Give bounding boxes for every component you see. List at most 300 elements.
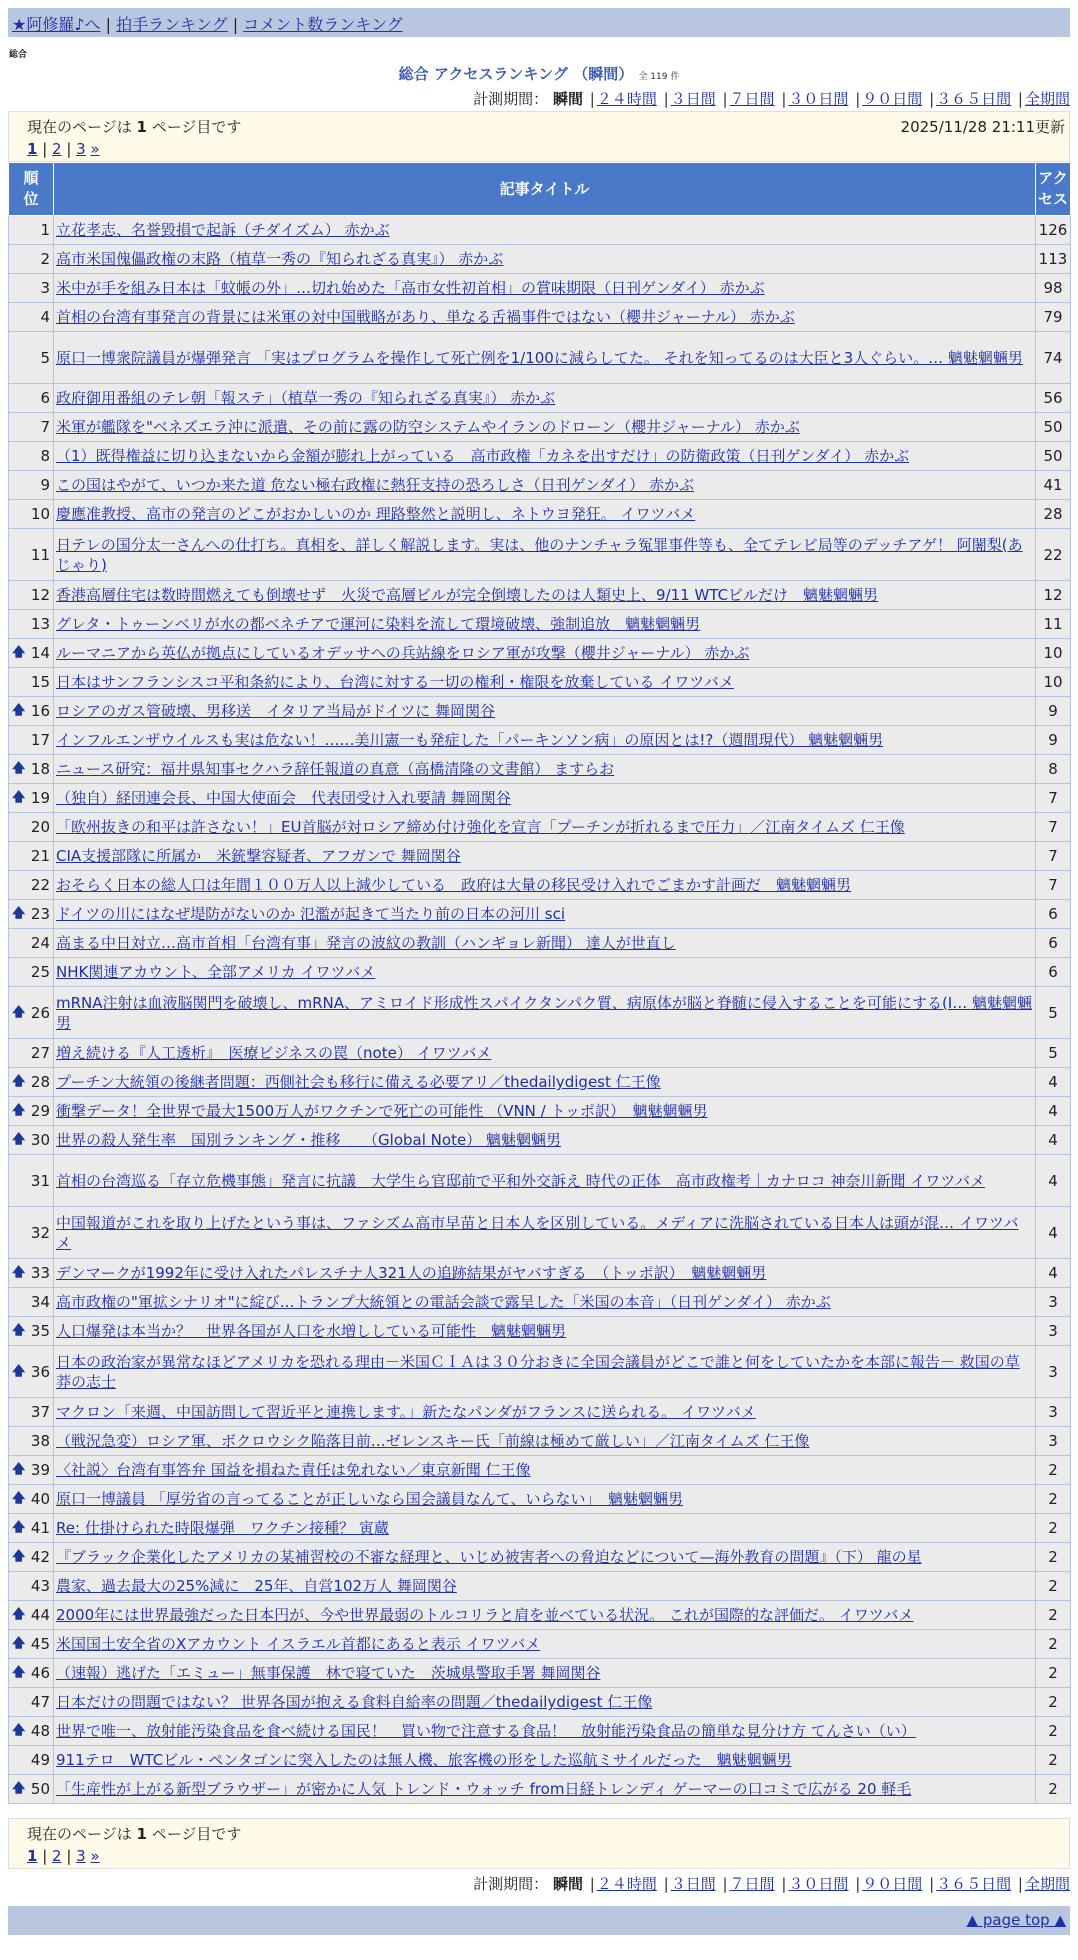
rank-up-arrow-icon: 🡅 (12, 1103, 26, 1118)
table-row (9, 1630, 1071, 1659)
access-count-cell: 4 (1036, 1207, 1071, 1259)
table-row (9, 1427, 1071, 1456)
table-row (9, 245, 1071, 274)
access-count-cell: 2 (1036, 1485, 1071, 1514)
article-title-link[interactable]: おそらく日本の総人口は年間１００万人以上減少している 政府は大量の移民受け入れでごまかす計画だ 魑魅魍魎男 (56, 876, 852, 894)
article-title-link[interactable]: デンマークが1992年に受け入れたパレスチナ人321人の追跡結果がヤバすぎる （トッポ訳） 魑魅魍魎男 (56, 1264, 767, 1282)
period-label: 計測期間： (473, 1875, 549, 1893)
rank-cell (9, 1630, 54, 1659)
rank-up-arrow-icon: 🡅 (12, 1665, 26, 1680)
title-cell (54, 610, 1036, 639)
article-title-link[interactable]: 〈社説〉台湾有事答弁 国益を損ねた責任は免れない／東京新聞 仁王像 (56, 1461, 531, 1479)
rank-cell (9, 384, 54, 413)
article-title-link[interactable]: 慶應准教授、高市の発言のどこがおかしいのか 理路整然と説明し、ネトウヨ発狂。 イワツバメ (56, 505, 696, 523)
rank-number: 15 (30, 673, 50, 691)
rank-number: 23 (30, 905, 50, 923)
page-3-link[interactable]: 3 (76, 140, 86, 158)
title-cell (54, 1346, 1036, 1398)
access-count-cell: 7 (1036, 813, 1071, 842)
article-title-link[interactable]: 増え続ける『人工透析』 医療ビジネスの罠（note） イワツバメ (56, 1044, 492, 1062)
article-title-link[interactable]: ロシアのガス管破壊、男移送 イタリア当局がドイツに 舞岡関谷 (56, 702, 496, 720)
period-90d-link[interactable]: ９０日間 (862, 90, 923, 108)
rank-cell (9, 1288, 54, 1317)
rank-number: 18 (30, 760, 50, 778)
rank-number: 48 (30, 1722, 50, 1740)
top-nav-bar (8, 8, 1070, 37)
rank-up-arrow-icon: 🡅 (12, 1636, 26, 1651)
article-title-link[interactable]: 日本だけの問題ではない？ 世界各国が抱える食料自給率の問題／thedailydigest 仁王像 (56, 1693, 653, 1711)
access-count-cell: 3 (1036, 1346, 1071, 1398)
table-row (9, 1717, 1071, 1746)
rank-number: 40 (30, 1490, 50, 1508)
access-count-cell: 3 (1036, 1427, 1071, 1456)
rank-number: 17 (30, 731, 50, 749)
article-title-link[interactable]: 衝撃データ！全世界で最大1500万人がワクチンで死亡の可能性 （VNN / トッポ訳） 魑魅魍魎男 (56, 1102, 708, 1120)
rank-number: 38 (30, 1432, 50, 1450)
article-title-link[interactable]: 立花孝志、名誉毀損で起訴（チダイズム） 赤かぶ (56, 221, 390, 239)
table-row (9, 1288, 1071, 1317)
period-7d-link[interactable]: ７日間 (729, 90, 775, 108)
rank-number: 5 (40, 348, 50, 367)
table-row (9, 958, 1071, 987)
article-title-link[interactable]: mRNA注射は血液脳関門を破壊し、mRNA、アミロイド形成性スパイクタンパク質、病原体が脳と脊髄に侵入することを可能にする(I… 魑魅魍魎男 (56, 993, 1032, 1032)
period-365d-link[interactable]: ３６５日間 (936, 1875, 1012, 1893)
rank-number: 13 (30, 615, 50, 633)
article-title-link[interactable]: （戦況急変）ロシア軍、ボクロウシク陥落目前…ゼレンスキー氏「前線は極めて厳しい」／江南タイムズ 仁王像 (56, 1432, 810, 1450)
article-title-link[interactable]: Re: 仕掛けられた時限爆弾 ワクチン接種？ 寅蔵 (56, 1519, 389, 1537)
rank-number: 30 (30, 1131, 50, 1149)
title-cell (54, 1427, 1036, 1456)
period-30d-link[interactable]: ３０日間 (788, 90, 849, 108)
rank-up-arrow-icon: 🡅 (12, 645, 26, 660)
access-count-cell: 7 (1036, 784, 1071, 813)
rank-up-arrow-icon: 🡅 (12, 1549, 26, 1564)
rank-up-arrow-icon: 🡅 (12, 1520, 26, 1535)
access-count-cell: 9 (1036, 697, 1071, 726)
access-count-cell: 6 (1036, 958, 1071, 987)
table-row (9, 1485, 1071, 1514)
article-title-link[interactable]: 原口一博議員 「厚労省の言ってることが正しいなら国会議員なんて、いらない」 魑魅魍魎男 (56, 1490, 683, 1508)
access-count-cell: 113 (1036, 245, 1071, 274)
rank-number: 2 (40, 250, 50, 268)
table-header-row (9, 163, 1071, 216)
title-cell (54, 784, 1036, 813)
rank-up-arrow-icon: 🡅 (12, 703, 26, 718)
rank-number: 14 (30, 644, 50, 662)
period-365d-link[interactable]: ３６５日間 (936, 90, 1012, 108)
total-count: 全 119 件 (638, 72, 680, 82)
article-title-link[interactable]: 米中が手を組み日本は「蚊帳の外」…切れ始めた「高市女性初首相」の賞味期限（日刊ゲンダイ） 赤かぶ (56, 279, 765, 297)
access-count-cell: 9 (1036, 726, 1071, 755)
rank-number: 50 (30, 1780, 50, 1798)
article-title-link[interactable]: マクロン「来週、中国訪問して習近平と連携します。」新たなパンダがフランスに送られる。 イワツバメ (56, 1403, 756, 1421)
title-cell (54, 1485, 1036, 1514)
rank-number: 4 (40, 308, 50, 326)
next-page-link[interactable]: » (90, 1847, 100, 1865)
table-row (9, 442, 1071, 471)
access-count-cell: 2 (1036, 1688, 1071, 1717)
rank-up-arrow-icon: 🡅 (12, 1323, 26, 1338)
article-title-link[interactable]: 日テレの国分太一さんへの仕打ち。真相を、詳しく解説します。実は、他のナンチャラ冤罪事件等も、全てテレビ局等のデッチアゲ！ 阿闍梨(あじゃり) (56, 535, 1023, 574)
rank-number: 49 (30, 1751, 50, 1769)
rank-up-arrow-icon: 🡅 (12, 761, 26, 776)
access-count-cell: 2 (1036, 1659, 1071, 1688)
rank-cell (9, 1485, 54, 1514)
access-count-cell: 3 (1036, 1288, 1071, 1317)
article-title-link[interactable]: 首相の台湾有事発言の背景には米軍の対中国戦略があり、単なる舌禍事件ではない（櫻井ジャーナル） 赤かぶ (56, 308, 795, 326)
rank-cell (9, 529, 54, 581)
nav-separator: | (232, 15, 239, 34)
rank-cell (9, 1717, 54, 1746)
table-row (9, 929, 1071, 958)
title-cell (54, 668, 1036, 697)
period-90d-link[interactable]: ９０日間 (862, 1875, 923, 1893)
pagination: 1 | 2 | 3 » (27, 140, 100, 158)
rank-cell (9, 1039, 54, 1068)
period-current: 瞬間 (552, 90, 583, 108)
title-cell (54, 1717, 1036, 1746)
category-tag: 総合 (9, 50, 28, 60)
article-title-link[interactable]: 中国報道がこれを取り上げたという事は、ファシズム高市早苗と日本人を区別している。メディアに洗脳されている日本人は頭が混… イワツバメ (56, 1213, 1019, 1252)
article-title-link[interactable]: 日本はサンフランシスコ平和条約により、台湾に対する一切の権利・権限を放棄している イワツバメ (56, 673, 734, 691)
article-title-link[interactable]: ルーマニアから英仏が拠点にしているオデッサへの兵站線をロシア軍が攻撃（櫻井ジャーナル） 赤かぶ (56, 644, 750, 662)
rank-cell (9, 1746, 54, 1775)
access-count-cell: 8 (1036, 755, 1071, 784)
period-all-link[interactable]: 全期間 (1024, 1875, 1070, 1893)
page-title (0, 63, 1078, 84)
period-7d-link[interactable]: ７日間 (729, 1875, 775, 1893)
article-title-link[interactable]: 高市政権の"軍拡シナリオ"に綻び…トランプ大統領との電話会談で露呈した「米国の本音」（日刊ゲンダイ） 赤かぶ (56, 1293, 831, 1311)
article-title-link[interactable]: （1）既得権益に切り込まないから金額が膨れ上がっている 高市政権「カネを出すだけ」の防衛政策（日刊ゲンダイ） 赤かぶ (56, 447, 910, 465)
access-count-cell: 2 (1036, 1630, 1071, 1659)
nav-separator: | (105, 15, 112, 34)
rank-cell (9, 216, 54, 245)
title-cell (54, 1630, 1036, 1659)
rank-number: 29 (30, 1102, 50, 1120)
rank-number: 41 (30, 1519, 50, 1537)
rank-cell (9, 1456, 54, 1485)
page-1-link[interactable]: 1 (27, 140, 38, 158)
access-count-cell: 6 (1036, 900, 1071, 929)
table-row (9, 1346, 1071, 1398)
access-count-cell: 10 (1036, 668, 1071, 697)
access-count-cell: 4 (1036, 1068, 1071, 1097)
access-count-cell: 2 (1036, 1456, 1071, 1485)
table-row (9, 1456, 1071, 1485)
table-row (9, 1097, 1071, 1126)
page-3-link[interactable]: 3 (76, 1847, 86, 1865)
table-row (9, 332, 1071, 384)
pager-top (8, 111, 1070, 162)
rank-cell (9, 274, 54, 303)
article-title-link[interactable]: 農家、過去最大の25%減に 25年、自営102万人 舞岡関谷 (56, 1577, 457, 1595)
table-row (9, 784, 1071, 813)
rank-cell (9, 697, 54, 726)
rank-number: 39 (30, 1461, 50, 1479)
article-title-link[interactable]: 政府御用番組のテレ朝「報ステ」（植草一秀の『知られざる真実』） 赤かぶ (56, 389, 556, 407)
article-title-link[interactable]: 世界で唯一、放射能汚染食品を食べ続ける国民！ 買い物で注意する食品！ 放射能汚染食品の簡単な見分け方 てんさい（い） (56, 1722, 916, 1740)
title-cell (54, 413, 1036, 442)
article-title-link[interactable]: 「生産性が上がる新型ブラウザー」が密かに人気 トレンド・ウォッチ from日経トレンディ ゲーマーの口コミで広がる 20 軽毛 (56, 1780, 912, 1798)
rank-number: 8 (40, 447, 50, 465)
rank-cell (9, 442, 54, 471)
current-page-text: 現在のページは 1 ページ目です (27, 118, 242, 136)
table-row (9, 1688, 1071, 1717)
rank-number: 46 (30, 1664, 50, 1682)
table-row (9, 1746, 1071, 1775)
rank-number: 10 (30, 505, 50, 523)
title-cell (54, 1155, 1036, 1207)
rank-cell (9, 1514, 54, 1543)
rank-number: 28 (30, 1073, 50, 1091)
article-title-link[interactable]: 911テロ WTCビル・ペンタゴンに突入したのは無人機、旅客機の形をした巡航ミサイルだった 魑魅魍魎男 (56, 1751, 792, 1769)
rank-number: 24 (30, 934, 50, 952)
rank-cell (9, 900, 54, 929)
title-cell (54, 332, 1036, 384)
rank-cell (9, 813, 54, 842)
rank-cell (9, 842, 54, 871)
table-row (9, 1207, 1071, 1259)
rank-number: 9 (40, 476, 50, 494)
title-cell (54, 303, 1036, 332)
article-title-link[interactable]: インフルエンザウイルスも実は危ない！……美川憲一も発症した「パーキンソン病」の原因とは!?（週間現代） 魑魅魍魎男 (56, 731, 884, 749)
table-row (9, 1775, 1071, 1804)
page-2-link[interactable]: 2 (52, 1847, 62, 1865)
table-row (9, 216, 1071, 245)
nav-clap-ranking-link[interactable]: 拍手ランキング (116, 15, 228, 34)
table-row (9, 697, 1071, 726)
rank-cell (9, 1572, 54, 1601)
period-label: 計測期間： (473, 90, 549, 108)
table-row (9, 610, 1071, 639)
nav-asyura-link[interactable]: ★阿修羅♪へ (12, 15, 101, 34)
period-24h-link[interactable]: ２４時間 (596, 90, 657, 108)
access-count-cell: 2 (1036, 1746, 1071, 1775)
rank-number: 34 (30, 1293, 50, 1311)
period-30d-link[interactable]: ３０日間 (788, 1875, 849, 1893)
rank-number: 37 (30, 1403, 50, 1421)
access-count-cell: 6 (1036, 929, 1071, 958)
rank-number: 22 (30, 876, 50, 894)
rank-cell (9, 303, 54, 332)
rank-number: 12 (30, 586, 50, 604)
article-title-link[interactable]: 高まる中日対立…高市首相「台湾有事」発言の波紋の教訓（ハンギョレ新聞） 達人が世直し (56, 934, 676, 952)
rank-up-arrow-icon: 🡅 (12, 1723, 26, 1738)
table-row (9, 1572, 1071, 1601)
article-title-link[interactable]: ドイツの川にはなぜ堤防がないのか 氾濫が起きて当たり前の日本の河川 sci (56, 905, 566, 923)
article-title-link[interactable]: 日本の政治家が異常なほどアメリカを恐れる理由－米国ＣＩＡは３０分おきに全国会議員がどこで誰と何をしていたかを本部に報告－ 救国の草莽の志士 (56, 1352, 1020, 1391)
page-top-link[interactable]: ▲ page top ▲ (966, 1911, 1066, 1929)
article-title-link[interactable]: （独自）経団連会長、中国大使面会 代表団受け入れ要請 舞岡関谷 (56, 789, 511, 807)
period-3d-link[interactable]: ３日間 (670, 90, 716, 108)
table-row (9, 987, 1071, 1039)
access-count-cell: 10 (1036, 639, 1071, 668)
rank-number: 11 (30, 545, 50, 564)
title-cell (54, 871, 1036, 900)
article-title-link[interactable]: ニュース研究：福井県知事セクハラ辞任報道の真意（高橋清隆の文書館） ますらお (56, 760, 615, 778)
table-row (9, 871, 1071, 900)
article-title-link[interactable]: 『ブラック企業化したアメリカの某補習校の不審な経理と、いじめ被害者への脅迫などについて—海外教育の問題』（下） 龍の星 (56, 1548, 922, 1566)
rank-cell (9, 1688, 54, 1717)
article-title-link[interactable]: この国はやがて、いつか来た道 危ない極右政権に熱狂支持の恐ろしさ（日刊ゲンダイ） 赤かぶ (56, 476, 695, 494)
rank-up-arrow-icon: 🡅 (12, 1491, 26, 1506)
title-header: 記事タイトル (54, 163, 1036, 216)
title-cell (54, 755, 1036, 784)
article-title-link[interactable]: 米国国土安全省のXアカウント イスラエル首都にあると表示 イワツバメ (56, 1635, 541, 1653)
access-count-cell: 3 (1036, 1317, 1071, 1346)
rank-number: 42 (30, 1548, 50, 1566)
table-row (9, 1317, 1071, 1346)
rank-cell (9, 1097, 54, 1126)
article-title-link[interactable]: 「欧州抜きの和平は許さない！」EU首脳が対ロシア締め付け強化を宣言「プーチンが折れるまで圧力」／江南タイムズ 仁王像 (56, 818, 905, 836)
article-title-link[interactable]: 2000年には世界最強だった日本円が、今や世界最弱のトルコリラと肩を並べている状況。 これが国際的な評価だ。 イワツバメ (56, 1606, 914, 1624)
next-page-link[interactable]: » (90, 140, 100, 158)
table-row (9, 668, 1071, 697)
table-row (9, 581, 1071, 610)
rank-cell (9, 1427, 54, 1456)
access-count-cell: 2 (1036, 1601, 1071, 1630)
table-row (9, 1659, 1071, 1688)
title-cell (54, 1688, 1036, 1717)
rank-cell (9, 784, 54, 813)
title-cell (54, 726, 1036, 755)
title-cell (54, 900, 1036, 929)
rank-cell (9, 987, 54, 1039)
title-cell (54, 1097, 1036, 1126)
period-all-link[interactable]: 全期間 (1024, 90, 1070, 108)
rank-number: 16 (30, 702, 50, 720)
table-row (9, 1514, 1071, 1543)
pager-bottom (8, 1818, 1070, 1869)
rank-number: 44 (30, 1606, 50, 1624)
rank-number: 25 (30, 963, 50, 981)
article-title-link[interactable]: 高市米国傀儡政権の末路（植草一秀の『知られざる真実』） 赤かぶ (56, 250, 504, 268)
access-count-cell: 74 (1036, 332, 1071, 384)
article-title-link[interactable]: 米軍が艦隊を"ベネズエラ沖に派遣、その前に露の防空システムやイランのドローン（櫻井ジャーナル） 赤かぶ (56, 418, 800, 436)
access-count-cell: 79 (1036, 303, 1071, 332)
access-count-cell: 5 (1036, 987, 1071, 1039)
article-title-link[interactable]: 人口爆発は本当か？ 世界各国が人口を水増ししている可能性 魑魅魍魎男 (56, 1322, 567, 1340)
title-cell (54, 1068, 1036, 1097)
title-cell (54, 1543, 1036, 1572)
rank-cell (9, 1659, 54, 1688)
rank-cell (9, 755, 54, 784)
title-cell (54, 216, 1036, 245)
period-selector-top: 計測期間： 瞬間 | ２４時間 | ３日間 | ７日間 | ３０日間 | ９０日間 | ３６５日間 | 全期間 (473, 90, 1070, 108)
table-row (9, 726, 1071, 755)
article-title-link[interactable]: CIA支援部隊に所属か 米銃撃容疑者、アフガンで 舞岡関谷 (56, 847, 461, 865)
article-title-link[interactable]: グレタ・トゥーンベリが水の都ベネチアで運河に染料を流して環境破壊、強制追放 魑魅魍魎男 (56, 615, 701, 633)
rank-cell (9, 958, 54, 987)
rank-cell (9, 726, 54, 755)
rank-number: 26 (30, 1003, 50, 1022)
title-cell (54, 1288, 1036, 1317)
rank-cell (9, 500, 54, 529)
table-row (9, 1126, 1071, 1155)
rank-number: 20 (30, 818, 50, 836)
table-row (9, 1155, 1071, 1207)
nav-comment-ranking-link[interactable]: コメント数ランキング (243, 15, 403, 34)
article-title-link[interactable]: 香港高層住宅は数時間燃えても倒壊せず 火災で高層ビルが完全倒壊したのは人類史上、9/11 WTCビルだけ 魑魅魍魎男 (56, 586, 879, 604)
access-count-cell: 56 (1036, 384, 1071, 413)
page-2-link[interactable]: 2 (52, 140, 62, 158)
access-count-cell: 2 (1036, 1572, 1071, 1601)
article-title-link[interactable]: （速報）逃げた「エミュー」無事保護 林で寝ていた 茨城県警取手署 舞岡関谷 (56, 1664, 601, 1682)
access-count-cell: 2 (1036, 1775, 1071, 1804)
rank-up-arrow-icon: 🡅 (12, 1265, 26, 1280)
title-cell (54, 1039, 1036, 1068)
title-cell (54, 1572, 1036, 1601)
rank-number: 27 (30, 1044, 50, 1062)
title-cell (54, 1259, 1036, 1288)
access-count-cell: 12 (1036, 581, 1071, 610)
rank-up-arrow-icon: 🡅 (12, 790, 26, 805)
rank-number: 43 (30, 1577, 50, 1595)
rank-up-arrow-icon: 🡅 (12, 1781, 26, 1796)
rank-number: 36 (30, 1362, 50, 1381)
access-count-cell: 98 (1036, 274, 1071, 303)
table-row (9, 1398, 1071, 1427)
article-title-link[interactable]: プーチン大統領の後継者問題：西側社会も移行に備える必要アリ／thedailydigest 仁王像 (56, 1073, 661, 1091)
article-title-link[interactable]: 原口一博衆院議員が爆弾発言 「実はプログラムを操作して死亡例を1/100に減らしてた。 それを知ってるのは大臣と3人ぐらい。… 魑魅魍魎男 (56, 348, 1023, 367)
table-row (9, 529, 1071, 581)
access-count-cell: 4 (1036, 1126, 1071, 1155)
rank-cell (9, 1068, 54, 1097)
rank-number: 21 (30, 847, 50, 865)
period-current: 瞬間 (552, 1875, 583, 1893)
title-cell (54, 1514, 1036, 1543)
table-row (9, 413, 1071, 442)
rank-cell (9, 871, 54, 900)
rank-number: 32 (30, 1223, 50, 1242)
rank-cell (9, 413, 54, 442)
title-cell (54, 529, 1036, 581)
access-count-cell: 41 (1036, 471, 1071, 500)
count-header: アクセス (1036, 163, 1071, 216)
updated-timestamp: 2025/11/28 21:11更新 (900, 118, 1065, 136)
rank-number: 3 (40, 279, 50, 297)
title-cell (54, 697, 1036, 726)
rank-cell (9, 581, 54, 610)
rank-cell (9, 332, 54, 384)
title-cell (54, 581, 1036, 610)
current-page-text: 現在のページは 1 ページ目です (27, 1825, 242, 1843)
rank-cell (9, 1126, 54, 1155)
rank-cell (9, 1207, 54, 1259)
title-cell (54, 639, 1036, 668)
title-cell (54, 1659, 1036, 1688)
rank-cell (9, 1398, 54, 1427)
access-count-cell: 4 (1036, 1259, 1071, 1288)
article-title-link[interactable]: 首相の台湾巡る「存立危機事態」発言に抗議 大学生ら官邸前で平和外交訴え 時代の正体 高市政権考｜カナロコ 神奈川新聞 イワツバメ (56, 1171, 986, 1190)
title-cell (54, 1126, 1036, 1155)
table-row (9, 1601, 1071, 1630)
rank-up-arrow-icon: 🡅 (12, 1607, 26, 1622)
rank-number: 35 (30, 1322, 50, 1340)
access-count-cell: 50 (1036, 442, 1071, 471)
article-title-link[interactable]: 世界の殺人発生率 国別ランキング・推移 （Global Note） 魑魅魍魎男 (56, 1131, 561, 1149)
title-cell (54, 384, 1036, 413)
page-1-link[interactable]: 1 (27, 1847, 38, 1865)
title-cell (54, 1456, 1036, 1485)
article-title-link[interactable]: NHK関連アカウント、全部アメリカ イワツバメ (56, 963, 376, 981)
period-3d-link[interactable]: ３日間 (670, 1875, 716, 1893)
access-count-cell: 50 (1036, 413, 1071, 442)
rank-number: 45 (30, 1635, 50, 1653)
rank-header: 順位 (9, 163, 54, 216)
period-24h-link[interactable]: ２４時間 (596, 1875, 657, 1893)
rank-up-arrow-icon: 🡅 (12, 1363, 26, 1379)
